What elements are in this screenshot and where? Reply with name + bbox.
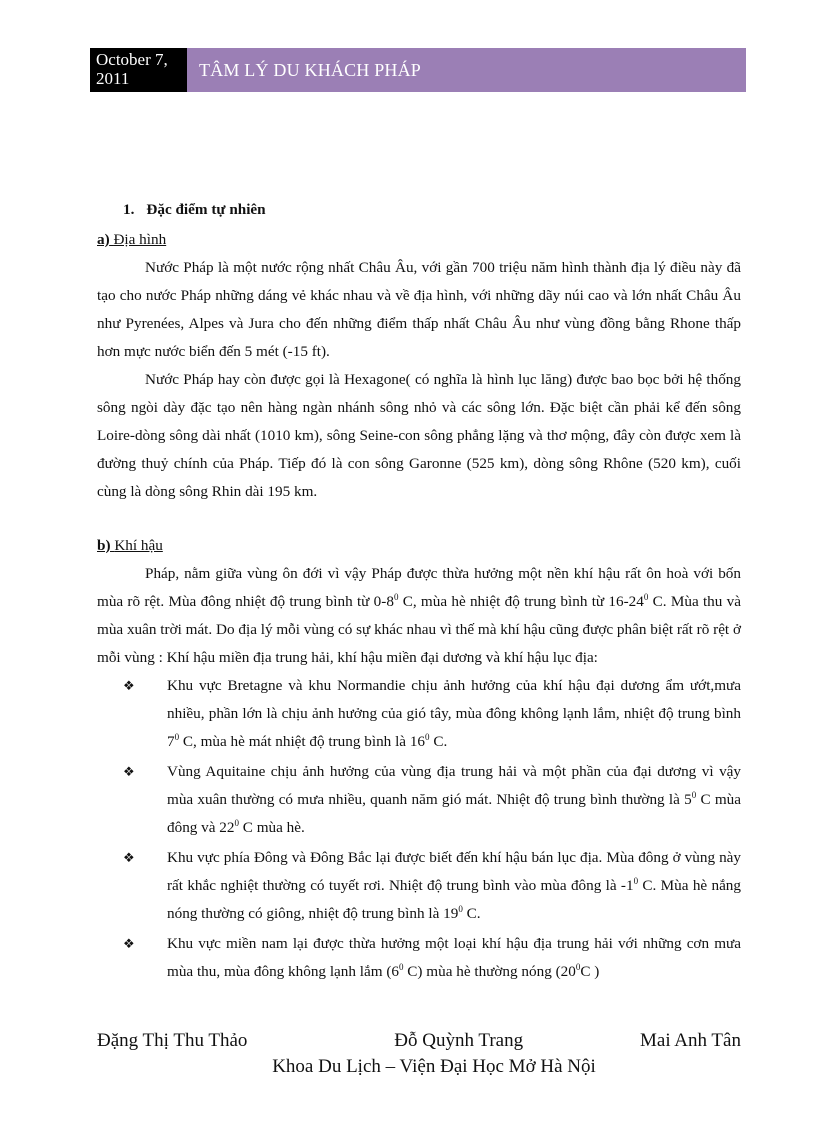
subheading-letter: a): [97, 231, 110, 248]
list-item: ❖ Khu vực miền nam lại được thừa hưởng một loại khí hậu địa trung hải với những cơn mưa mùa thu, mùa đông không lạnh lắm ($6^0$ C) mùa hè thường nóng ($20^0C$ ): [97, 930, 741, 986]
list-item: ❖ Khu vực phía Đông và Đông Bắc lại được biết đến khí hậu bán lục địa. Mùa đông ở vùng này rất khắc nghiệt thường có tuyết rơi. Nhiệt độ trung bình vào mùa đông là $-1^0$ C. Mùa hè nắng nóng thường có giông, nhiệt độ trung bình là $19^0$ C.: [97, 844, 741, 928]
paragraph-terrain-2: Nước Pháp hay còn được gọi là Hexagone( có nghĩa là hình lục lăng) được bao bọc bởi hệ thống sông ngòi dày đặc tạo nên hàng ngàn nhánh sông nhỏ và các sông lớn. Đặc biệt cần phải kể đến sông Loire-dòng sông dài nhất (1010 km), sông Seine-con sông phẳng lặng và thơ mộng, đây còn được xem là đường thuỷ chính của Pháp. Tiếp đó là con sông Garonne (525 km), dòng sông Rhône (520 km), cuối cùng là dòng sông Rhin dài 195 km.: [97, 371, 741, 500]
section-title: Đặc điểm tự nhiên: [146, 201, 266, 218]
footer-author-1: Đặng Thị Thu Thảo: [97, 1030, 248, 1051]
diamond-bullet-icon: ❖: [123, 936, 135, 951]
footer-author-3: Mai Anh Tân: [640, 1030, 741, 1051]
header-title: TÂM LÝ DU KHÁCH PHÁP: [187, 48, 746, 92]
section-heading: [123, 196, 741, 224]
paragraph-climate: Pháp, nằm giữa vùng ôn đới vì vậy Pháp được thừa hưởng một nền khí hậu rất ôn hoà với bốn mùa rõ rệt. Mùa đông nhiệt độ trung bình từ $0-8^0$ C, mùa hè nhiệt độ trung bình từ $16-24^0$ C. Mùa thu và mùa xuân trời mát. Do địa lý mỗi vùng có sự khác nhau vì thế mà khí hậu cũng được phân biệt rất rõ rệt ở mỗi vùng : Khí hậu miền địa trung hải, khí hậu miền đại dương và khí hậu lục địa:: [97, 565, 741, 666]
climate-region-list: [97, 672, 741, 986]
subheading-letter: b): [97, 537, 111, 554]
footer-author-2: Đỗ Quỳnh Trang: [394, 1030, 524, 1051]
subheading-terrain: [97, 226, 741, 254]
list-item: ❖ Khu vực Bretagne và khu Normandie chịu ảnh hưởng của khí hậu đại dương ẩm ướt,mưa nhiều, phần lớn là chịu ảnh hưởng của gió tây, mùa đông không lạnh lắm, nhiệt độ trung bình $7^0$ C, mùa hè mát nhiệt độ trung bình là $16^0$ C.: [97, 672, 741, 756]
diamond-bullet-icon: ❖: [123, 764, 135, 779]
footer-institution: Khoa Du Lịch – Viện Đại Học Mở Hà Nội: [272, 1056, 596, 1077]
diamond-bullet-icon: ❖: [123, 850, 135, 865]
subheading-climate: [97, 532, 741, 560]
section-number: 1.: [123, 201, 135, 218]
subheading-label: Địa hình: [113, 231, 167, 248]
paragraph-terrain-1: Nước Pháp là một nước rộng nhất Châu Âu, với gần 700 triệu năm hình thành địa lý điều này đã tạo cho nước Pháp những dáng vẻ khác nhau và về địa hình, với những dãy núi cao và lớn nhất Châu Âu như Pyrenées, Alpes và Jura cho đến những điểm thấp nhất Châu Âu như vùng đồng bằng Rhone thấp hơn mực nước biển đến 5 mét (-15 ft).: [97, 259, 741, 360]
page-footer: [97, 1028, 741, 1080]
document-body: [97, 196, 741, 988]
header-date: October 7, 2011: [90, 48, 187, 92]
diamond-bullet-icon: ❖: [123, 678, 135, 693]
list-item: ❖ Vùng Aquitaine chịu ảnh hưởng của vùng địa trung hải và một phần của đại dương vì vậy mùa xuân thường có mưa nhiều, quanh năm gió mát. Nhiệt độ trung bình thường là $5^0$ C mùa đông và $22^0$ C mùa hè.: [97, 758, 741, 842]
subheading-label: Khí hậu: [114, 537, 163, 554]
page-header: [90, 48, 746, 92]
